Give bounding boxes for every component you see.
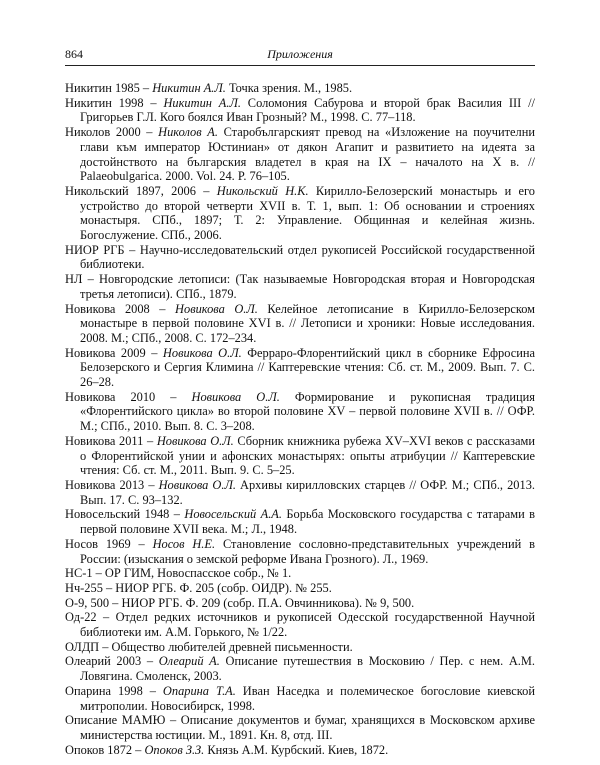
entry-text: Иван Наседка и полемическое богословие киевской митрополии. Новосибирск, 1998. — [80, 683, 535, 713]
entry-text: Соломония Сабурова и второй брак Василия III // Григорьев Г.Л. Кого боялся Иван Грозный? М., 1998. С. 77–118. — [80, 95, 535, 125]
bibliography-entry — [65, 537, 535, 566]
bibliography-entry — [65, 302, 535, 346]
entry-key: Никитин 1998 – — [65, 95, 164, 110]
entry-text: Становление сословно-представительных учреждений в России: (изыскания о земской реформе Ивана Грозного). Л., 1969. — [80, 536, 535, 566]
bibliography-entry — [65, 581, 535, 596]
bibliography-entry — [65, 507, 535, 536]
bibliography-entry — [65, 640, 535, 655]
bibliography-entry — [65, 478, 535, 507]
entry-key: Носов 1969 – — [65, 536, 153, 551]
entry-text: Описание МАМЮ – Описание документов и бумаг, хранящихся в Московском архиве министерства юстиции. М., 1891. Кн. 8, отд. III. — [65, 713, 535, 742]
running-head — [65, 47, 535, 67]
entry-text: Старобългарският превод на «Изложение на поучителни глави към император Юстиниан» от дякон Агапит и развитието на идеята за достойнството на българския владетел в края на IX – началото на X в. // Palaeobulgarica. 2000. Vol. 24. P. 76–105. — [80, 125, 536, 184]
bibliography-entry — [65, 81, 535, 96]
entry-key: Никольский 1897, 2006 – — [65, 183, 217, 198]
entry-key: Олеарий 2003 – — [65, 654, 159, 669]
bibliography-entry — [65, 743, 535, 758]
entry-author: Новикова О.Л. — [175, 301, 258, 316]
entry-author: Носов Н.Е. — [152, 536, 216, 551]
bibliography-entry — [65, 566, 535, 581]
bibliography-entry — [65, 434, 535, 478]
entry-key: Новикова 2010 – — [65, 389, 192, 404]
entry-text: Ферраро-Флорентийский цикл в сборнике Ефросина Белозерского и Сергия Климина // Каптеревские чтения: Сб. ст. М., 2009. Вып. 7. С. 26–28. — [80, 345, 535, 390]
bibliography-entry — [65, 125, 535, 184]
entry-author: Новикова О.Л. — [158, 477, 236, 492]
bibliography-entry — [65, 713, 535, 742]
bibliography-entry — [65, 390, 535, 434]
entry-key: Новикова 2013 – — [65, 477, 159, 492]
entry-text: Борьба Московского государства с татарами в первой половине XVII века. М.; Л., 1948. — [80, 507, 535, 537]
bibliography-entry — [65, 654, 535, 683]
bibliography-list — [65, 81, 535, 757]
entry-text: Формирование и рукописная традиция «Флорентийского цикла» во второй половине XV – первой половине XVII в. // ОФР. М.; СПб., 2010. Вып. 8. С. 3–208. — [80, 389, 536, 434]
entry-key: Никитин 1985 – — [65, 81, 153, 95]
entry-author: Никитин А.Л. — [163, 95, 241, 110]
entry-key: Николов 2000 – — [65, 125, 159, 140]
entry-text: Описание путешествия в Московию / Пер. с нем. А.М. Ловягина. Смоленск, 2003. — [80, 654, 535, 684]
entry-text: НС-1 – ОР ГИМ, Новоспасское собр., № 1. — [65, 566, 292, 581]
bibliography-entry — [65, 346, 535, 390]
entry-author: Новосельский А.А. — [184, 507, 282, 522]
entry-author: Никитин А.Л. — [152, 81, 226, 95]
bibliography-entry — [65, 610, 535, 639]
entry-author: Новикова О.Л. — [162, 345, 242, 360]
entry-text: НИОР РГБ – Научно-исследовательский отдел рукописей Российской государственной библиотеки. — [65, 242, 535, 272]
document-page — [65, 47, 535, 757]
entry-text: О-9, 500 – НИОР РГБ. Ф. 209 (собр. П.А. Овчинникова). № 9, 500. — [65, 595, 415, 610]
entry-key: Опарина 1998 – — [65, 683, 163, 698]
bibliography-entry — [65, 596, 535, 611]
entry-author: Опарина Т.А. — [162, 683, 236, 698]
bibliography-entry — [65, 96, 535, 125]
entry-key: Новикова 2008 – — [65, 301, 176, 316]
section-title: Приложения — [267, 47, 333, 61]
entry-author: Николов А. — [158, 125, 218, 140]
entry-text: Сборник книжника рубежа XV–XVI веков с рассказами о Флорентийской унии и афонских монастырях: опыты атрибуции // Каптеревские чтения: Сб. ст. М., 2011. Вып. 9. С. 5–25. — [80, 433, 535, 478]
entry-author: Новикова О.Л. — [156, 433, 234, 448]
entry-author: Олеарий А. — [158, 654, 220, 669]
entry-key: Новикова 2011 – — [65, 433, 157, 448]
page-number: 864 — [65, 47, 83, 61]
entry-text: Нч-255 – НИОР РГБ. Ф. 205 (собр. ОИДР). № 255. — [65, 580, 332, 595]
entry-author: Новикова О.Л. — [191, 389, 280, 404]
entry-text: НЛ – Новгородские летописи: (Так называемые Новгородская вторая и Новгородская третья летописи). СПб., 1879. — [65, 272, 535, 301]
entry-text: Точка зрения. М., 1985. — [225, 81, 353, 95]
entry-text: Келейное летописание в Кирилло-Белозерском монастыре в первой половине XVI в. // Летописи и хроники: Новые исследования. 2008. М.; СПб., 2008. С. 172–234. — [80, 301, 536, 345]
entry-text: Кирилло-Белозерский монастырь и его устройство до второй четверти XVII в. Т. 1, вып. 1: Об основании и строениях монастыря. СПб., 1897; Т. 2: Управление. Общинная и келейная жизнь. Богослужение. СПб., 2006. — [80, 183, 535, 243]
entry-key: Опоков 1872 – — [65, 742, 145, 757]
bibliography-entry — [65, 684, 535, 713]
bibliography-entry — [65, 243, 535, 272]
entry-key: Новикова 2009 – — [65, 345, 163, 360]
entry-key: Новосельский 1948 – — [65, 507, 185, 522]
bibliography-entry — [65, 272, 535, 301]
entry-text: Од-22 – Отдел редких источников и рукописей Одесской государственной Научной библиотеки им. А.М. Горького, № 1/22. — [65, 610, 535, 640]
entry-text: Архивы кирилловских старцев // ОФР. М.; СПб., 2013. Вып. 17. С. 93–132. — [80, 477, 535, 507]
entry-author: Никольский Н.К. — [216, 183, 309, 198]
entry-author: Опоков З.З. — [144, 742, 205, 757]
bibliography-entry — [65, 184, 535, 243]
header-rule — [65, 65, 535, 66]
entry-text: Князь А.М. Курбский. Киев, 1872. — [204, 742, 389, 757]
entry-text: ОЛДП – Общество любителей древней письменности. — [65, 639, 353, 654]
